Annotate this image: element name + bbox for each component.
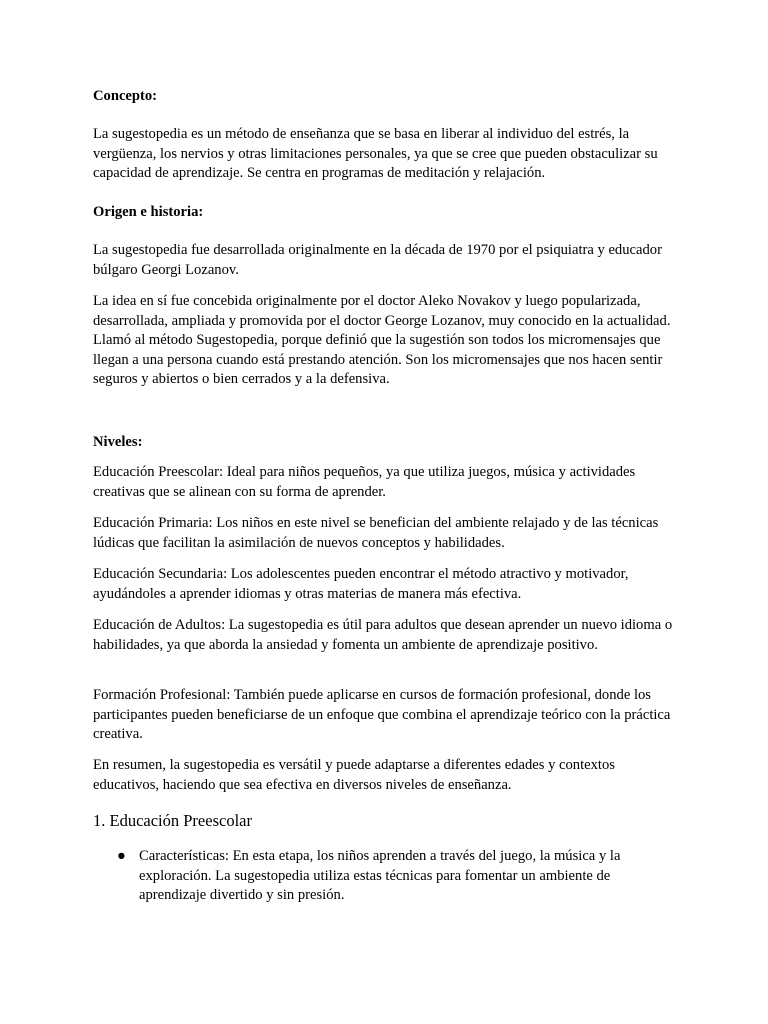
nivel-primaria-paragraph: Educación Primaria: Los niños en este nivel se benefician del ambiente relajado y de las técnicas lúdicas que facilitan la asimilación de nuevos conceptos y habilidades. [93, 515, 659, 551]
bullet-icon: ● [117, 848, 126, 864]
nivel-secundaria-paragraph: Educación Secundaria: Los adolescentes pueden encontrar el método atractivo y motivador, ayudándoles a aprender idiomas y otras materias de manera más efectiva. [93, 566, 629, 602]
origen-heading: Origen e historia: [93, 204, 204, 220]
concepto-paragraph: La sugestopedia es un método de enseñanza que se basa en liberar al individuo del estrés, la vergüenza, los nervios y otras limitaciones personales, ya que se cree que pueden obstaculizar su capacidad de aprendizaje. Se centra en programas de meditación y relajación. [93, 126, 658, 181]
concepto-heading: Concepto: [93, 88, 158, 104]
bullet-text-caracteristicas: Características: En esta etapa, los niños aprenden a través del juego, la música y la exploración. La sugestopedia utiliza estas técnicas para fomentar un ambiente de aprendizaje divertido y sin presión. [139, 848, 621, 903]
niveles-heading: Niveles: [93, 434, 143, 450]
nivel-profesional-paragraph: Formación Profesional: También puede aplicarse en cursos de formación profesional, donde los participantes pueden beneficiarse de un enfoque que combina el aprendizaje teórico con la práctica creativa. [93, 687, 671, 742]
resumen-paragraph: En resumen, la sugestopedia es versátil y puede adaptarse a diferentes edades y contextos educativos, haciendo que sea efectiva en diversos niveles de enseñanza. [93, 757, 615, 793]
origen-paragraph-2: La idea en sí fue concebida originalmente por el doctor Aleko Novakov y luego popularizada, desarrollada, ampliada y promovida por el doctor George Lozanov, muy conocido en la actualidad. Llamó al método Sugestopedia, porque definió que la sugestión son todos los micromensajes que llegan a una persona cuando está prestando atención. Son los micromensajes que nos hacen sentir seguros y abiertos o bien cerrados y a la defensiva. [93, 293, 671, 387]
section-heading-preescolar: 1. Educación Preescolar [93, 811, 252, 830]
nivel-preescolar-paragraph: Educación Preescolar: Ideal para niños pequeños, ya que utiliza juegos, música y actividades creativas que se alinean con su forma de aprender. [93, 464, 636, 500]
origen-paragraph-1: La sugestopedia fue desarrollada originalmente en la década de 1970 por el psiquiatra y educador búlgaro Georgi Lozanov. [93, 242, 662, 278]
nivel-adultos-paragraph: Educación de Adultos: La sugestopedia es útil para adultos que desean aprender un nuevo idioma o habilidades, ya que aborda la ansiedad y fomenta un ambiente de aprendizaje positivo. [93, 617, 673, 653]
